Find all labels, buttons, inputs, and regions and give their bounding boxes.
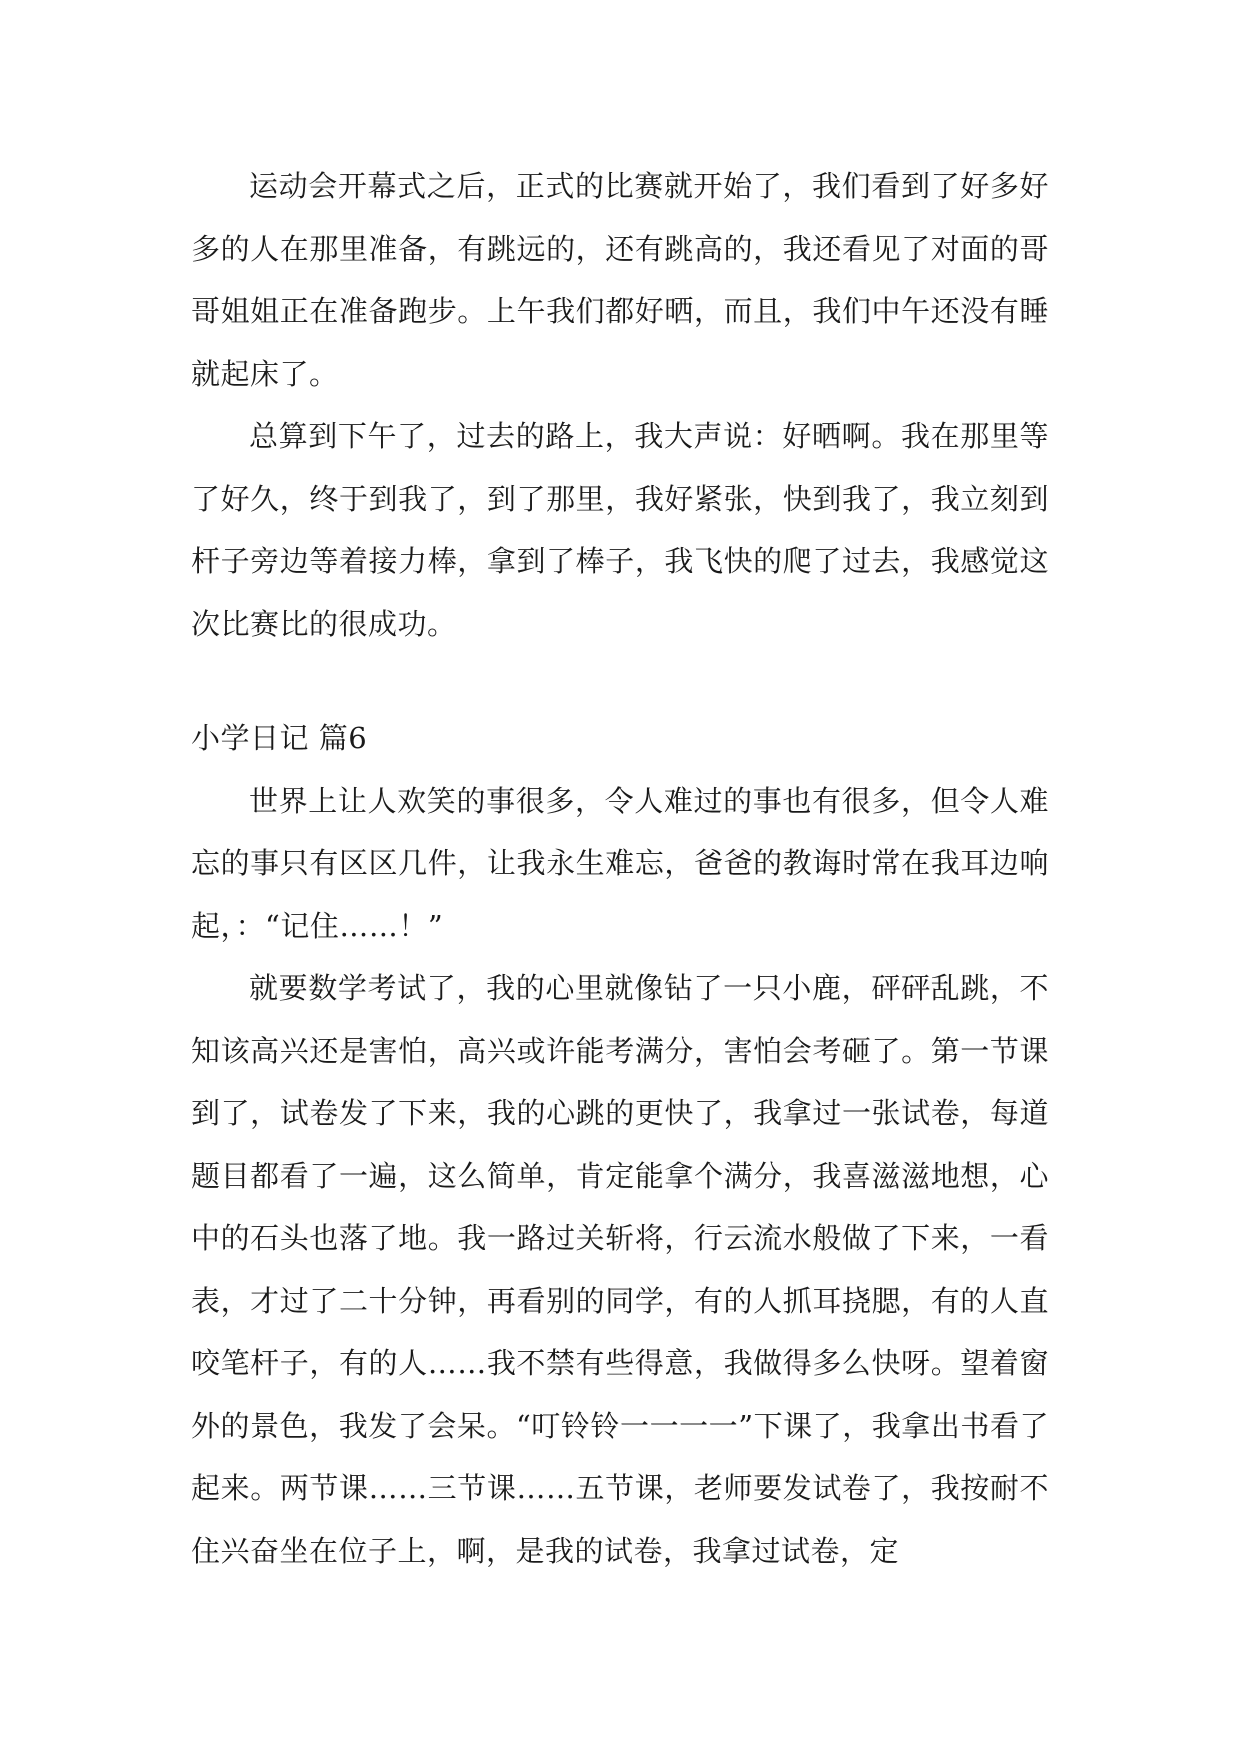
- document-page: [191, 155, 1049, 1582]
- paragraph-math-exam: 就要数学考试了，我的心里就像钻了一只小鹿，砰砰乱跳，不知该高兴还是害怕，高兴或许能考满分，害怕会考砸了。第一节课到了，试卷发了下来，我的心跳的更快了，我拿过一张试卷，每道题目都看了一遍，这么简单，肯定能拿个满分，我喜滋滋地想，心中的石头也落了地。我一路过关斩将，行云流水般做了下来，一看表，才过了二十分钟，再看别的同学，有的人抓耳挠腮，有的人直咬笔杆子，有的人……我不禁有些得意，我做得多么快呀。望着窗外的景色，我发了会呆。“叮铃铃一一一一”下课了，我拿出书看了起来。两节课……三节课……五节课，老师要发试卷了，我按耐不住兴奋坐在位子上，啊，是我的试卷，我拿过试卷，定: [191, 971, 1049, 1568]
- paragraph-sports-afternoon: 总算到下午了，过去的路上，我大声说：好晒啊。我在那里等了好久，终于到我了，到了那里，我好紧张，快到我了，我立刻到杆子旁边等着接力棒，拿到了棒子，我飞快的爬了过去，我感觉这次比赛比的很成功。: [191, 419, 1049, 641]
- section-heading: 小学日记 篇6: [191, 721, 368, 755]
- paragraph-unforgettable: 世界上让人欢笑的事很多，令人难过的事也有很多，但令人难忘的事只有区区几件，让我永生难忘，爸爸的教诲时常在我耳边响起，：“记住……！”: [191, 783, 1049, 943]
- section-spacer: [191, 655, 1049, 707]
- paragraph-sports-morning: 运动会开幕式之后，正式的比赛就开始了，我们看到了好多好多的人在那里准备，有跳远的，还有跳高的，我还看见了对面的哥哥姐姐正在准备跑步。上午我们都好晒，而且，我们中午还没有睡就起床了。: [191, 169, 1049, 391]
